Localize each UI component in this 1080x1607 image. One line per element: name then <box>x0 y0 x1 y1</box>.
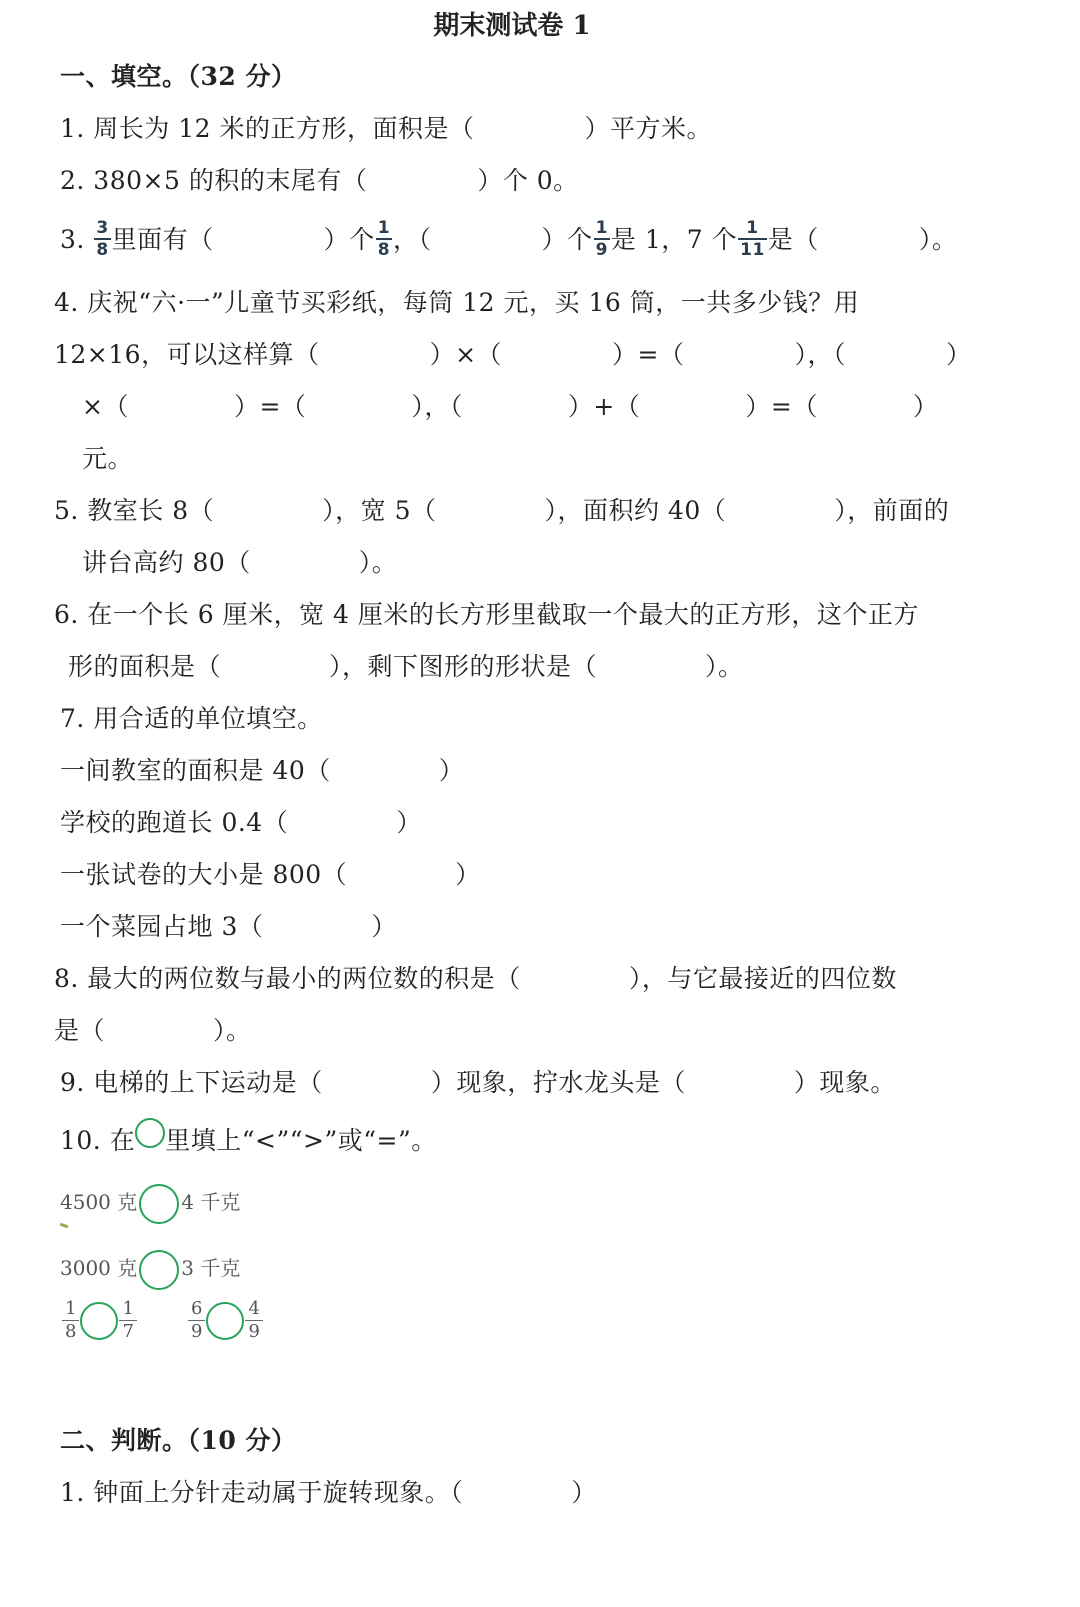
question-7-item-4: 一个菜园占地 3（ ） <box>60 912 397 941</box>
question-1: 1. 周长为 12 米的正方形，面积是（ ）平方米。 <box>60 114 713 143</box>
question-3: 3. $\frac{3}{8}$ 里面有（ ）个 $\frac{1}{8}$ ，（ ）个 $\frac{1}{9}$ 是 1，7 个 $\frac{1}{11}$ 是（ ）。 <box>60 218 958 260</box>
question-7-item-3: 一张试卷的大小是 800（ ） <box>60 860 481 889</box>
question-6-line-1: 6. 在一个长 6 厘米，宽 4 厘米的长方形里截取一个最大的正方形，这个正方 <box>54 600 919 629</box>
question-4-line-3: ×（ ）=（ ），（ ）+（ ）=（ ） <box>82 392 939 421</box>
question-9: 9. 电梯的上下运动是（ ）现象，拧水龙头是（ ）现象。 <box>60 1068 896 1097</box>
compare-circle-input[interactable] <box>80 1302 118 1340</box>
fraction: $\frac{1}{7}$ <box>119 1300 136 1341</box>
question-7-heading: 7. 用合适的单位填空。 <box>60 704 323 733</box>
compare-row-1: 4500 克 4 千克 <box>60 1182 240 1224</box>
question-7-item-1: 一间教室的面积是 40（ ） <box>60 756 465 785</box>
fraction: $\frac{1}{8}$ <box>377 218 391 260</box>
circle-icon <box>135 1118 165 1148</box>
compare-circle-input[interactable] <box>139 1184 179 1224</box>
question-7-item-2: 学校的跑道长 0.4（ ） <box>60 808 422 837</box>
fraction: $\frac{4}{9}$ <box>245 1300 262 1341</box>
question-8-line-1: 8. 最大的两位数与最小的两位数的积是（ ），与它最接近的四位数 <box>54 964 897 993</box>
fraction: $\frac{1}{11}$ <box>740 218 765 260</box>
stray-mark <box>60 1223 69 1229</box>
question-2: 2. 380×5 的积的末尾有（ ）个 0。 <box>60 166 579 195</box>
question-5-line-1: 5. 教室长 8（ ），宽 5（ ），面积约 40（ ），前面的 <box>54 496 950 525</box>
compare-row-2: 3000 克 3 千克 <box>60 1248 240 1290</box>
question-8-line-2: 是（ ）。 <box>54 1016 252 1045</box>
compare-row-3a <box>62 1300 137 1341</box>
page-title: 期末测试卷 1 <box>433 11 591 41</box>
question-5-line-2: 讲台高约 80（ ）。 <box>82 548 398 577</box>
fraction: $\frac{1}{9}$ <box>595 218 608 260</box>
question-10: 10. 在 里填上“<”“>”或“=”。 <box>60 1124 437 1158</box>
question-4-line-4: 元。 <box>82 444 134 473</box>
question-4-line-1: 4. 庆祝“六·一”儿童节买彩纸，每筒 12 元，买 16 筒，一共多少钱？用 <box>54 288 860 317</box>
fraction: $\frac{3}{8}$ <box>96 218 109 260</box>
section-heading-fill-blank: 一、填空。（32 分） <box>60 62 297 91</box>
compare-row-3b <box>188 1300 263 1341</box>
question-6-line-2: 形的面积是（ ），剩下图形的形状是（ ）。 <box>68 652 744 681</box>
question-4-line-2: 12×16，可以这样算（ ）×（ ）=（ ），（ ） <box>54 340 972 369</box>
compare-circle-input[interactable] <box>139 1250 179 1290</box>
compare-circle-input[interactable] <box>206 1302 244 1340</box>
judge-question-1: 1. 钟面上分针走动属于旋转现象。（ ） <box>60 1478 597 1507</box>
fraction: $\frac{1}{8}$ <box>62 1300 79 1341</box>
section-heading-judge: 二、判断。（10 分） <box>60 1426 297 1455</box>
fraction: $\frac{6}{9}$ <box>188 1300 205 1341</box>
